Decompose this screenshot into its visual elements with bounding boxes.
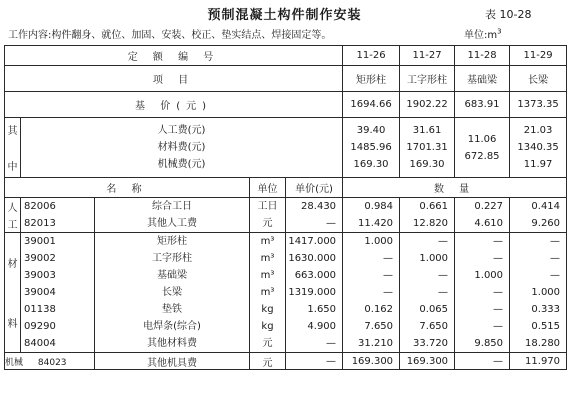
item-code: 84023 — [37, 357, 67, 368]
quantity: 7.650 — [364, 321, 394, 332]
item-price: 1.650 — [307, 304, 337, 315]
item-code: 01138 — [24, 304, 56, 315]
item-price: 28.430 — [301, 201, 337, 212]
material-qty-col — [400, 233, 455, 353]
quantity: 9.850 — [474, 338, 504, 349]
of-which-top: 其 — [7, 126, 18, 137]
quantity: — — [493, 253, 504, 264]
quantity: 0.162 — [364, 304, 394, 315]
unit-text: 单位:m — [464, 30, 498, 41]
quantity: — — [493, 287, 504, 298]
code-cell: 11-26 — [343, 46, 400, 66]
item-header: 项 目 — [5, 66, 343, 92]
labor-label-top: 人 — [7, 203, 18, 214]
code-cell: 11-29 — [510, 46, 567, 66]
item-code: 39002 — [24, 253, 56, 264]
cost-values-col — [455, 118, 510, 178]
item-code: 84004 — [24, 338, 56, 349]
item-name: 其他人工费 — [147, 218, 197, 229]
quantity: — — [455, 353, 510, 370]
machine-row-head — [5, 353, 95, 370]
name-header: 名 称 — [5, 178, 250, 198]
labor-label — [5, 198, 21, 233]
item-price: 663.000 — [294, 270, 337, 281]
item-name: 基础梁 — [157, 270, 187, 281]
cost-name: 机械费(元) — [157, 159, 206, 170]
item-unit: m³ — [260, 236, 275, 247]
quantity: 0.227 — [474, 201, 504, 212]
quantity: 7.650 — [419, 321, 449, 332]
cost-value: 1485.96 — [350, 142, 392, 153]
labor-qty-col — [400, 198, 455, 233]
quantity: — — [383, 253, 394, 264]
unit-sup: 3 — [497, 27, 502, 36]
cost-name: 材料费(元) — [157, 142, 206, 153]
of-which-label — [5, 118, 21, 178]
base-price-cell: 1694.66 — [343, 92, 400, 118]
cost-value: 672.85 — [464, 150, 500, 162]
cost-value: 11.97 — [523, 159, 553, 170]
quantity: 9.260 — [531, 218, 561, 229]
labor-names — [95, 198, 250, 233]
quantity: 169.300 — [343, 353, 400, 370]
cost-values-col — [400, 118, 455, 178]
cost-value: 11.06 — [467, 133, 497, 145]
item-price: — — [326, 218, 337, 229]
page-title: 预制混凝土构件制作安装 — [207, 8, 362, 23]
quantity: — — [550, 253, 561, 264]
quantity: 1.000 — [364, 236, 394, 247]
base-price-cell: 1902.22 — [400, 92, 455, 118]
quantity: — — [493, 236, 504, 247]
item-code: 39001 — [24, 236, 56, 247]
item-unit: m³ — [260, 270, 275, 281]
quantity-header: 数 量 — [343, 178, 567, 198]
item-cell: 基础梁 — [455, 66, 510, 92]
quantity: 0.333 — [531, 304, 561, 315]
cost-values-col — [343, 118, 400, 178]
quantity: — — [550, 270, 561, 281]
labor-prices — [286, 198, 343, 233]
material-label-top: 材 — [7, 259, 18, 271]
material-qty-col — [510, 233, 567, 353]
table-number: 表 10-28 — [485, 8, 532, 21]
item-name: 综合工日 — [152, 201, 192, 212]
item-code: 82006 — [24, 201, 56, 212]
item-cell: 长梁 — [510, 66, 567, 92]
base-price-header: 基 价(元) — [5, 92, 343, 118]
item-name: 垫铁 — [162, 304, 182, 315]
material-label-bottom: 料 — [7, 318, 18, 330]
quantity: 0.661 — [419, 201, 449, 212]
cost-value: 1340.35 — [517, 142, 559, 153]
item-unit: 元 — [262, 338, 273, 349]
quantity: 1.000 — [419, 253, 449, 264]
material-prices — [286, 233, 343, 353]
item-unit: m³ — [260, 253, 275, 264]
labor-units — [250, 198, 286, 233]
item-code: 39004 — [24, 287, 56, 298]
item-cell: 矩形柱 — [343, 66, 400, 92]
cost-value: 169.30 — [353, 159, 389, 170]
item-name: 长梁 — [162, 287, 182, 298]
material-names — [95, 233, 250, 353]
quantity: — — [438, 287, 449, 298]
quantity: — — [383, 270, 394, 281]
item-unit: 元 — [250, 353, 286, 370]
labor-qty-col — [343, 198, 400, 233]
item-price: 4.900 — [307, 321, 337, 332]
material-label — [5, 233, 21, 353]
quantity: 12.820 — [413, 218, 449, 229]
quantity: — — [550, 236, 561, 247]
quantity: 1.000 — [474, 270, 504, 281]
material-codes — [21, 233, 95, 353]
quantity: 11.970 — [510, 353, 567, 370]
quantity: 4.610 — [474, 218, 504, 229]
quantity: — — [438, 236, 449, 247]
item-unit: m³ — [260, 287, 275, 298]
quantity: 0.984 — [364, 201, 394, 212]
base-price-cell: 683.91 — [455, 92, 510, 118]
quantity: 0.515 — [531, 321, 561, 332]
cost-value: 31.61 — [412, 125, 442, 136]
cost-value: 169.30 — [409, 159, 445, 170]
item-unit: 工日 — [257, 201, 278, 212]
item-price: — — [286, 353, 343, 370]
item-code: 39003 — [24, 270, 56, 281]
labor-codes — [21, 198, 95, 233]
cost-value: 21.03 — [523, 125, 553, 136]
item-name: 其他材料费 — [147, 338, 197, 349]
cost-values-col — [510, 118, 567, 178]
item-name: 其他机具费 — [95, 353, 250, 370]
quantity: 0.065 — [419, 304, 449, 315]
price-header: 单价(元) — [286, 178, 343, 198]
material-qty-col — [455, 233, 510, 353]
item-name: 矩形柱 — [157, 236, 187, 247]
item-code: 82013 — [24, 218, 56, 229]
item-name: 工字形柱 — [152, 253, 192, 264]
quantity: 31.210 — [358, 338, 394, 349]
quantity: 11.420 — [358, 218, 394, 229]
item-price: 1417.000 — [288, 236, 337, 247]
cost-value: 39.40 — [356, 125, 386, 136]
machine-label: 机械 — [5, 357, 24, 368]
quantity: — — [438, 270, 449, 281]
quantity: 33.720 — [413, 338, 449, 349]
material-units — [250, 233, 286, 353]
unit-header: 单位 — [250, 178, 286, 198]
labor-label-bottom: 工 — [7, 220, 18, 231]
base-price-cell: 1373.35 — [510, 92, 567, 118]
work-content: 工作内容:构件翻身、就位、加固、安装、校正、垫实结点、焊接固定等。 — [8, 30, 332, 41]
quantity: 0.414 — [531, 201, 561, 212]
item-price: 1319.000 — [288, 287, 337, 298]
material-qty-col — [343, 233, 400, 353]
quota-table — [4, 45, 567, 370]
cost-value: 1701.31 — [406, 142, 448, 153]
quantity: 1.000 — [531, 287, 561, 298]
code-cell: 11-27 — [400, 46, 455, 66]
quantity: — — [493, 304, 504, 315]
item-cell: 工字形柱 — [400, 66, 455, 92]
quantity: 169.300 — [400, 353, 455, 370]
quantity: — — [493, 321, 504, 332]
cost-name: 人工费(元) — [157, 125, 206, 136]
item-unit: 元 — [262, 218, 273, 229]
code-cell: 11-28 — [455, 46, 510, 66]
code-header: 定 额 编 号 — [5, 46, 343, 66]
item-unit: kg — [261, 304, 274, 315]
unit-label — [464, 26, 502, 41]
item-price: 1630.000 — [288, 253, 337, 264]
of-which-names — [21, 118, 343, 178]
quantity: 18.280 — [525, 338, 561, 349]
item-code: 09290 — [24, 321, 56, 332]
labor-qty-col — [510, 198, 567, 233]
labor-qty-col — [455, 198, 510, 233]
item-name: 电焊条(综合) — [143, 321, 201, 332]
of-which-bottom: 中 — [7, 162, 18, 173]
quantity: — — [383, 287, 394, 298]
item-price: — — [326, 338, 337, 349]
item-unit: kg — [261, 321, 274, 332]
